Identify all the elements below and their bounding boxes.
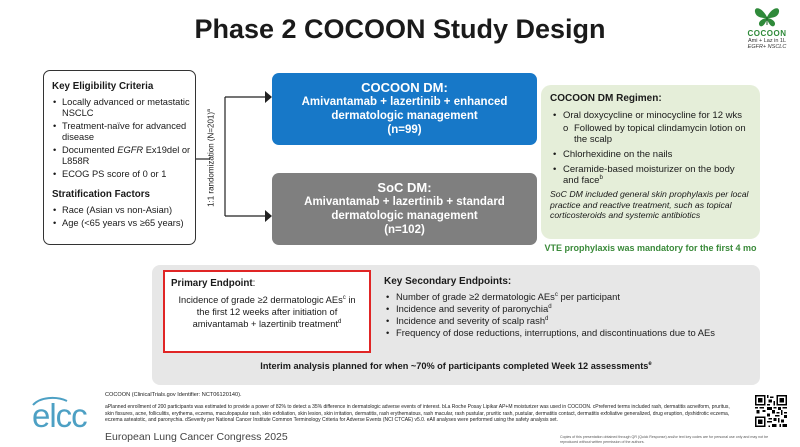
eligibility-item: • ECOG PS score of 0 or 1: [62, 169, 195, 180]
congress-name: European Lung Cancer Congress 2025: [105, 431, 288, 443]
randomization-label: 1:1 randomization (N=201)$^a$: [205, 109, 216, 207]
stratification-item: • Race (Asian vs non-Asian): [62, 205, 195, 216]
logo-subtitle-2: EGFR+ NSCLC: [747, 44, 787, 50]
regimen-list: [550, 110, 751, 186]
eligibility-item: • Treatment-naïve for advanced disease: [62, 121, 195, 143]
copyright-note: Copies of this presentation obtained through QR (Quick Response) and/or text key codes are for personal use only and may not be reproduced without written permission of the authors.: [560, 435, 769, 444]
arm-title: COCOON DM:: [361, 80, 448, 95]
eligibility-box: [43, 70, 196, 245]
eligibility-item: • Locally advanced or metastatic NSCLC: [62, 97, 195, 119]
secondary-heading: Key Secondary Endpoints:: [384, 276, 512, 287]
eligibility-item: • Documented EGFR Ex19del or L858R: [62, 145, 195, 167]
stratification-heading: Stratification Factors: [52, 189, 150, 200]
arm-n: (n=102): [384, 224, 425, 236]
stratification-item: • Age (<65 years vs ≥65 years): [62, 218, 195, 229]
arm-n: (n=99): [387, 124, 422, 136]
stratification-list: [52, 205, 195, 229]
trial-identifier: COCOON (ClinicalTrials.gov Identifier: NCT06120140).: [105, 392, 242, 398]
regimen-heading: COCOON DM Regimen:: [550, 93, 662, 104]
slide-title: Phase 2 COCOON Study Design: [194, 14, 606, 44]
arm-description: Amivantamab + lazertinib + standard dermatologic management: [304, 196, 505, 222]
secondary-item: • Incidence and severity of scalp rash$^d$: [396, 315, 760, 326]
logo-subtitle: Ami + Laz in 1L: [747, 38, 787, 44]
arm-cocoon-dm: [272, 73, 537, 145]
secondary-item: • Number of grade ≥2 dermatologic AEs$^c$ per participant: [396, 291, 760, 302]
eligibility-heading: Key Eligibility Criteria: [52, 81, 154, 92]
regimen-item: • Oral doxycycline or minocycline for 12 wks: [563, 110, 751, 121]
regimen-item: • Chlorhexidine on the nails: [563, 149, 751, 160]
interim-analysis-note: Interim analysis planned for when ~70% of participants completed Week 12 assessments$^e$: [260, 360, 652, 371]
footnotes: aPlanned enrollment of 200 participants was estimated to provide a power of 82% to detect a 35% difference in dermatologic adverse events of interest. bLa Roche Posay Lipikar AP+M moisturizer was used in COCOON. cPreferred terms included rash, dermatitis acneiform, pruritus, skin fissures, acne, folliculitis, erythema, eczema, maculopapular rash, skin exfoliation, skin lesion, skin irritation, dermatitis, rash erythematous, rash macular, rash pustular, pruritic rash, pustular, dermatitis contact, dermatitis exfoliative generalized, drug eruption, dyshidrotic eczema, eczema asteatotic, and paronychia. dSeverity per National Cancer Institute Common Terminology Criteria for Adverse Events (NCI CTCAE) v5.0. eAll analyses were performed using the safety analysis set.: [105, 404, 730, 424]
soc-dm-note: SoC DM included general skin prophylaxis per local practice and reactive treatment, such as topical corticosteroids and systemic antibiotics: [550, 189, 749, 220]
secondary-endpoints: [384, 276, 760, 339]
primary-endpoint-box: [163, 270, 371, 353]
primary-heading: Primary Endpoint:: [171, 278, 256, 289]
arm-description: Amivantamab + lazertinib + enhanced dermatologic management: [301, 96, 508, 122]
logo-name: COCOON: [747, 29, 787, 38]
randomization: [197, 94, 225, 224]
secondary-item: • Frequency of dose reductions, interruptions, and discontinuations due to AEs: [396, 327, 760, 338]
regimen-subitem: o Followed by topical clindamycin lotion on the scalp: [563, 123, 751, 145]
butterfly-icon: [752, 6, 782, 28]
elcc-logo: elcc: [32, 397, 87, 434]
cocoon-logo: [738, 6, 796, 50]
arm-title: SoC DM:: [377, 180, 432, 195]
vte-note: VTE prophylaxis was mandatory for the first 4 mo: [544, 243, 757, 253]
regimen-item: • Ceramide-based moisturizer on the body and face$^b$: [563, 164, 751, 186]
secondary-list: [384, 291, 760, 338]
secondary-item: • Incidence and severity of paronychia$^d$: [396, 303, 760, 314]
eligibility-list: [52, 97, 195, 180]
qr-code-icon[interactable]: [755, 395, 787, 427]
arm-soc-dm: [272, 173, 537, 245]
regimen-box: [541, 85, 760, 239]
primary-text: Incidence of grade ≥2 dermatologic AEs$^c$ in the first 12 weeks after initiation of amivantamab + lazertinib treatment$^d$: [178, 294, 356, 329]
